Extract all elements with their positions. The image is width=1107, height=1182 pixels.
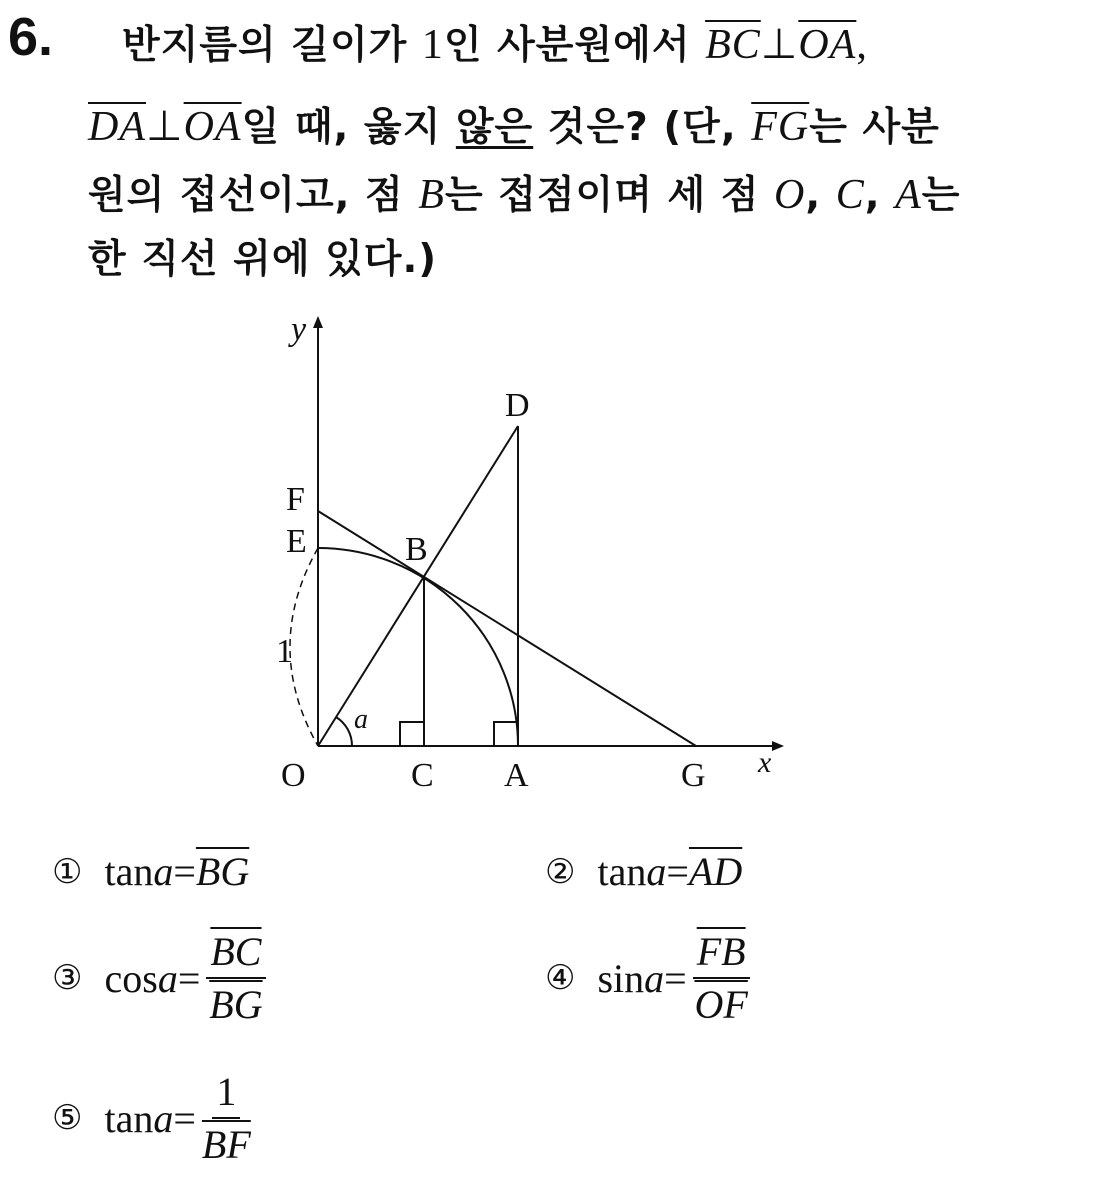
option-4[interactable] [545,928,750,1028]
label-radius: 1 [276,633,293,670]
numerator: $\overline{BC}$ [206,928,265,979]
angle-var: a [157,955,178,1001]
right-angle-a [494,722,518,746]
equals: = [177,955,201,1001]
answer-value: $\overline{AD}$ [688,849,743,894]
option-5[interactable] [52,1068,251,1168]
point-c: C [835,172,865,218]
denominator: BF [201,1122,251,1167]
label-g: G [681,757,706,794]
option-number: ② [545,851,576,892]
angle-var: a [646,849,667,894]
segment-da: $\overline{DA}$ [88,104,146,150]
label-x: x [758,746,772,779]
radius-value: 1 [421,22,444,68]
option-number: ⑤ [52,1098,83,1138]
label-f: F [286,481,305,518]
line-od [318,426,518,746]
comma: , [864,173,896,218]
label-o: O [281,757,306,794]
label-a: A [504,757,529,794]
segment-oa: $\overline{OA}$ [798,22,857,68]
angle-var: a [153,1095,174,1141]
label-angle: a [354,704,368,735]
text: 인 사분원에서 [443,23,706,68]
function-name: tan [597,849,647,894]
fraction [202,1068,251,1168]
equals: = [664,955,687,1001]
right-angle-c [400,722,424,746]
function-name: sin [597,955,645,1001]
comma: , [805,173,836,218]
radius-dashed-arc [290,548,318,746]
option-2[interactable] [545,848,742,895]
equals: = [173,1095,196,1141]
quarter-circle-arc [318,548,518,746]
point-o: O [773,172,806,218]
numerator: $\overline{FB}$ [693,928,750,979]
tangent-fg [318,511,696,746]
text: 는 [921,173,961,218]
answer-value: $\overline{BG}$ [195,849,250,894]
function-name: cos [104,955,158,1001]
label-d: D [505,387,530,424]
option-3[interactable] [52,928,266,1028]
perp-symbol: ⊥ [760,22,799,68]
angle-arc [336,717,352,746]
question-line-4: 한 직선 위에 있다.) [88,237,438,282]
label-c: C [411,757,434,794]
option-1[interactable] [52,848,249,895]
text: 는 사분 [809,105,940,150]
fraction [693,928,750,1028]
segment-oa: $\overline{OA}$ [183,104,242,150]
numerator: 1 [212,1068,240,1119]
option-number: ① [52,851,83,892]
perp-symbol: ⊥ [146,104,184,150]
text: 것은? (단, [533,105,752,150]
option-number: ③ [52,958,83,998]
comma: , [856,22,868,68]
label-e: E [286,523,307,560]
function-name: tan [104,849,154,894]
label-b: B [405,531,428,568]
text: 는 접점이며 세 점 [444,173,774,218]
question-number: 6. [8,7,54,67]
segment-bc: $\overline{BC}$ [705,22,761,68]
emphasis-not: 않은 [455,105,534,150]
denominator: BG [209,982,263,1027]
text: 원의 접선이고, 점 [88,173,419,218]
equals: = [173,849,196,894]
option-number: ④ [545,958,576,998]
label-y: y [291,311,307,348]
angle-var: a [153,849,174,894]
text: 일 때, 옳지 [241,105,456,150]
point-b: B [418,172,445,218]
equals: = [666,849,689,894]
function-name: tan [104,1095,154,1141]
angle-var: a [644,955,665,1001]
fraction [206,928,265,1028]
point-a: A [895,172,922,218]
denominator: OF [694,982,748,1027]
text: 반지름의 길이가 [122,23,422,68]
segment-fg: $\overline{FG}$ [751,104,810,150]
